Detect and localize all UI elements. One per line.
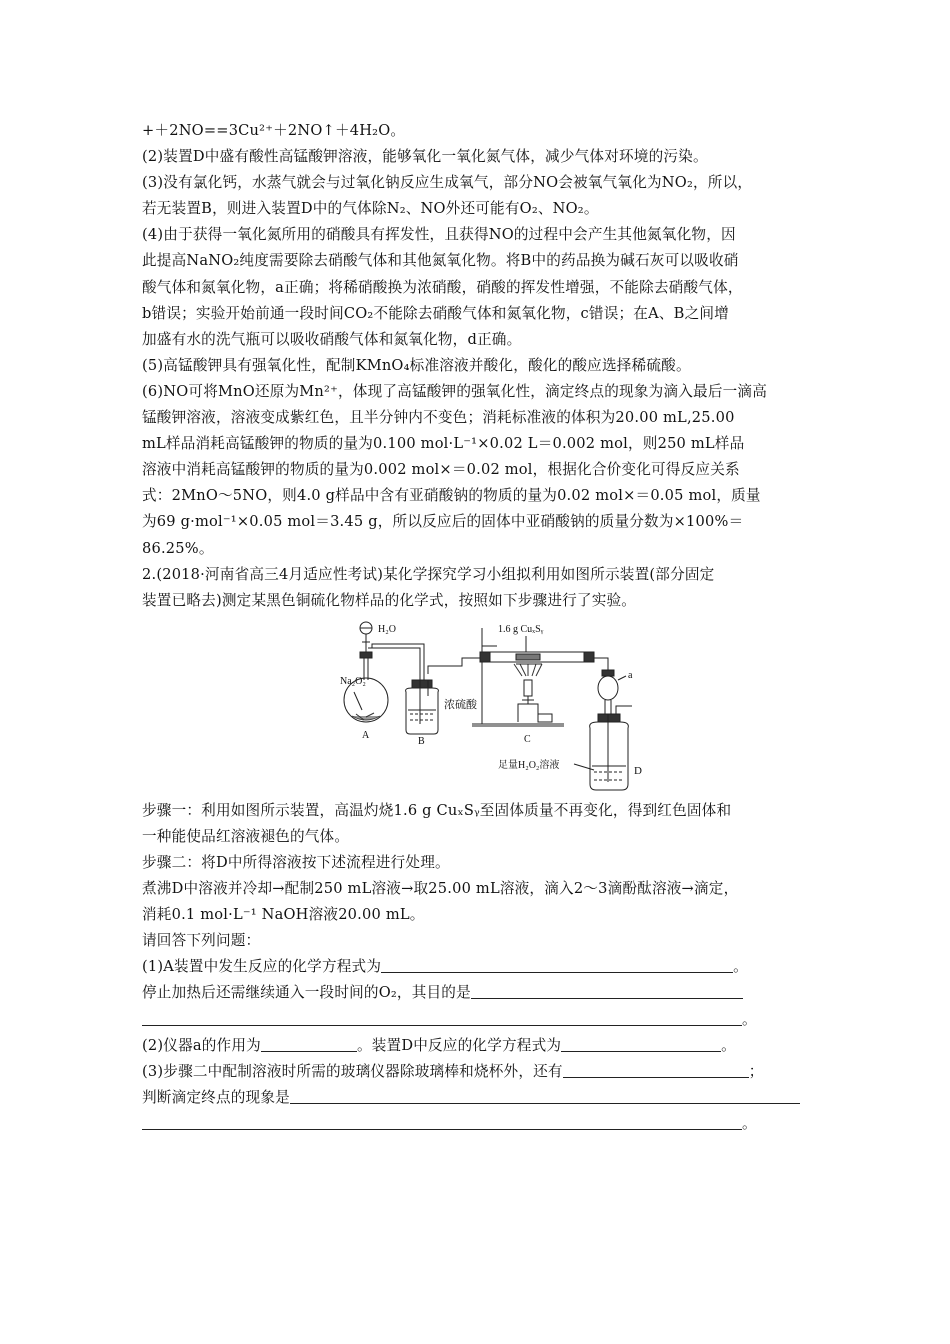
text-line: 若无装置B，则进入装置D中的气体除N₂、NO外还可能有O₂、NO₂。 xyxy=(142,200,599,218)
question-1a-text: (1)A装置中发生反应的化学方程式为 xyxy=(142,958,382,976)
text-line: b错误；实验开始前通一段时间CO₂不能除去硝酸气体和氮氧化物，c错误；在A、B之间增 xyxy=(142,304,729,322)
question-1b-text: 停止加热后还需继续通入一段时间的O₂，其目的是 xyxy=(142,984,471,1002)
step-two-flow: 煮沸D中溶液并冷却→配制250 mL溶液→取25.00 mL溶液，滴入2～3滴酚酞溶液→滴定， xyxy=(142,880,739,898)
question-2-end: 。 xyxy=(721,1036,736,1054)
label-a: a xyxy=(628,669,633,681)
apparatus-diagram xyxy=(302,618,642,796)
document-page xyxy=(142,118,814,1137)
text-line: 加盛有水的洗气瓶可以吸收硝酸气体和氮氧化物，d正确。 xyxy=(142,330,522,348)
question-1b xyxy=(142,980,814,1006)
question-3a-text: (3)步骤二中配制溶液时所需的玻璃仪器除玻璃棒和烧杯外，还有 xyxy=(142,1062,563,1080)
label-sample: 1.6 g CuₓSᵧ xyxy=(498,623,544,635)
apparatus-D xyxy=(590,706,632,790)
text-line: 86.25%。 xyxy=(142,539,214,557)
apparatus-B xyxy=(406,680,439,734)
answer-blank-3b[interactable] xyxy=(290,1088,800,1104)
text-block-top xyxy=(142,118,814,614)
answer-blank-2a[interactable] xyxy=(261,1036,357,1052)
label-acid-text: 浓硫酸 xyxy=(444,698,477,711)
text-line: 式：2MnO～5NO，则4.0 g样品中含有亚硝酸钠的物质的量为0.02 mol×＝0.05 mol，质量 xyxy=(142,487,761,505)
question-1a xyxy=(142,954,814,980)
question-2 xyxy=(142,1033,814,1059)
label-C: C xyxy=(524,733,531,745)
label-h2o: H₂O xyxy=(378,623,396,635)
step-one: 步骤一：利用如图所示装置，高温灼烧1.6 g CuₓSᵧ至固体质量不再变化，得到红色固体和 xyxy=(142,801,732,819)
question-1c xyxy=(142,1007,814,1033)
answer-blank-1b[interactable] xyxy=(471,983,743,999)
answer-blank-1c[interactable] xyxy=(142,1010,742,1026)
question-2-text: 。装置D中反应的化学方程式为 xyxy=(356,1036,562,1054)
step-two: 步骤二：将D中所得溶液按下述流程进行处理。 xyxy=(142,853,450,871)
question-3a xyxy=(142,1059,814,1085)
instructions: 请回答下列问题： xyxy=(142,932,261,950)
question-3b xyxy=(142,1085,814,1111)
question-1c-end: 。 xyxy=(742,1010,757,1028)
text-line: (3)没有氯化钙，水蒸气就会与过氧化钠反应生成氧气，部分NO会被氧气氧化为NO₂，所以， xyxy=(142,174,753,192)
text-line: mL样品消耗高锰酸钾的物质的量为0.100 mol·L⁻¹×0.02 L＝0.002 mol，则250 mL样品 xyxy=(142,435,745,453)
question-3c-end: 。 xyxy=(742,1114,757,1132)
question-1a-end: 。 xyxy=(733,958,748,976)
question-3b-text: 判断滴定终点的现象是 xyxy=(142,1088,290,1106)
question-2-text: (2)仪器a的作用为 xyxy=(142,1036,261,1054)
question-2-stem: 装置已略去)测定某黑色铜硫化物样品的化学式，按照如下步骤进行了实验。 xyxy=(142,591,637,609)
answer-blank-3c[interactable] xyxy=(142,1114,742,1130)
label-B: B xyxy=(418,735,425,747)
answer-blank-1a[interactable] xyxy=(381,957,733,973)
text-line: 锰酸钾溶液，溶液变成紫红色，且半分钟内不变色；消耗标准液的体积为20.00 mL,25.00 xyxy=(142,409,735,427)
question-3c xyxy=(142,1111,814,1137)
text-line: (4)由于获得一氧化氮所用的硝酸具有挥发性，且获得NO的过程中会产生其他氮氧化物，因 xyxy=(142,226,736,244)
text-line: (5)高锰酸钾具有强氧化性，配制KMnO₄标准溶液并酸化，酸化的酸应选择稀硫酸。 xyxy=(142,356,691,374)
text-line: 此提高NaNO₂纯度需要除去硝酸气体和其他氮氧化物。将B中的药品换为碱石灰可以吸收硝 xyxy=(142,252,739,270)
question-2-stem: 2.(2018·河南省高三4月适应性考试)某化学探究学习小组拟利用如图所示装置(部分固定 xyxy=(142,565,715,583)
text-line: 溶液中消耗高锰酸钾的物质的量为0.002 mol×＝0.02 mol，根据化合价变化可得反应关系 xyxy=(142,461,740,479)
step-one: 一种能使品红溶液褪色的气体。 xyxy=(142,827,350,845)
apparatus-a-drying-tube xyxy=(598,670,626,714)
text-block-bottom xyxy=(142,798,814,1137)
apparatus-A xyxy=(344,622,388,722)
question-3a-end: ； xyxy=(748,1062,764,1080)
text-line: (2)装置D中盛有酸性高锰酸钾溶液，能够氧化一氧化氮气体，减少气体对环境的污染。 xyxy=(142,148,708,166)
text-line: +＋2NO==3Cu²⁺＋2NO↑＋4H₂O。 xyxy=(142,122,406,139)
label-na2o2: Na₂O₂ xyxy=(340,675,366,687)
text-line: 酸气体和氮氧化物，a正确；将稀硝酸换为浓硝酸，硝酸的挥发性增强，不能除去硝酸气体， xyxy=(142,278,743,296)
label-acid xyxy=(444,697,478,711)
answer-blank-3a[interactable] xyxy=(563,1062,749,1078)
apparatus-figure xyxy=(142,618,814,796)
label-A: A xyxy=(362,729,370,741)
step-two-flow: 消耗0.1 mol·L⁻¹ NaOH溶液20.00 mL。 xyxy=(142,906,425,924)
answer-blank-2b[interactable] xyxy=(561,1036,721,1052)
label-h2o2: 足量H₂O₂溶液 xyxy=(498,759,560,771)
text-line: (6)NO可将MnO还原为Mn²⁺，体现了高锰酸钾的强氧化性，滴定终点的现象为滴入最后一滴高 xyxy=(142,382,767,400)
text-line: 为69 g·mol⁻¹×0.05 mol＝3.45 g，所以反应后的固体中亚硝酸钠的质量分数为×100%＝ xyxy=(142,513,744,531)
apparatus-C xyxy=(472,628,594,726)
label-D: D xyxy=(634,764,642,777)
